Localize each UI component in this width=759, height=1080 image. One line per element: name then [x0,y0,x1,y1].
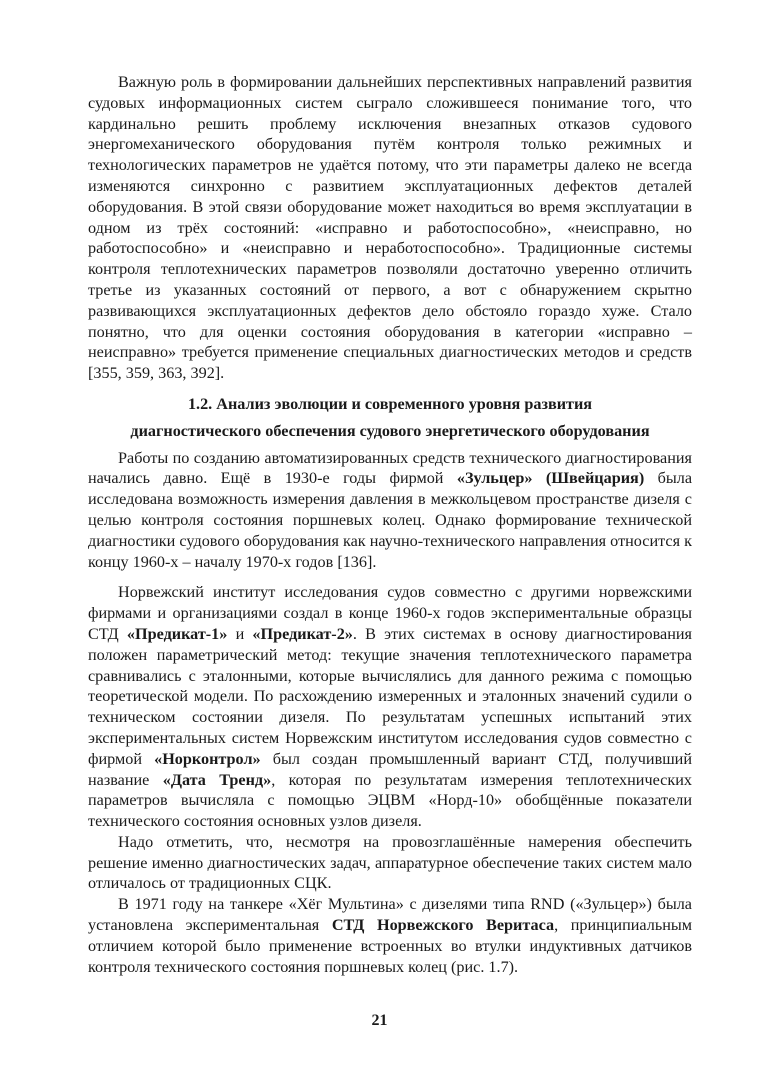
paragraph-2-text: была исследована возможность измерения давления в межкольцевом пространстве дизеля с целью контроля состояния поршневых колец. Однако формирование технической диагностики судового оборудования как научно-технического направления относится к концу 1960-х – началу 1970-х годов [136]. [88,469,693,571]
section-heading [88,394,692,442]
paragraph-3-bold: «Предикат-1» [126,624,228,643]
paragraph-3-text: Норвежский институт исследования судов совместно с другими норвежскими фирмами и организациями создал в конце 1960-х годов экспериментальные образцы СТД [88,583,692,643]
paragraph-5-text: В 1971 году на танкере «Хёг Мультина» с дизелями типа RND («Зульцер») была установлена экспериментальная [88,895,692,935]
paragraph-3-bold: «Норконтрол» [154,749,261,768]
page-number: 21 [371,1012,388,1029]
paragraph-2-text: Работы по созданию автоматизированных средств технического диагностирования начались давно. Ещё в 1930-е годы фирмой [88,448,692,488]
paragraph-3-text: и [227,624,253,643]
paragraph-3-text: . В этих системах в основу диагностирования положен параметрический метод: текущие значения теплотехнического параметра сравнивались с эталонными, которые вычислялись для данного режима с помощью теоретической модели. По расхождению измеренных и эталонных значений судили о техническом состоянии дизеля. По результатам успешных испытаний этих экспериментальных систем Норвежским институтом исследования судов совместно с фирмой [88,624,692,768]
page-body [88,72,692,977]
paragraph-1: Важную роль в формировании дальнейших перспективных направлений развития судовых информационных систем сыграло сложившееся понимание того, что кардинально решить проблему исключения внезапных отказов судового энергомеханического оборудования путём контроля только режимных и технологических параметров не удаётся потому, что эти параметры далеко не всегда изменяются синхронно с развитием эксплуатационных дефектов деталей оборудования. В этой связи оборудование может находиться во время эксплуатации в одном из трёх состояний: «исправно и работоспособно», «неисправно, но работоспособно» и «неисправно и неработоспособно». Традиционные системы контроля теплотехнических параметров позволяли достаточно уверенно отличить третье из указанных состояний от первого, а вот с обнаружением скрытно развивающихся эксплуатационных дефектов дело обстояло гораздо хуже. Стало понятно, что для оценки состояния оборудования в категории «исправно – неисправно» требуется применение специальных диагностических методов и средств [355, 359, 363, 392]. [88,73,692,383]
paragraph-5 [88,894,692,977]
section-heading-line-2: диагностического обеспечения судового энергетического оборудования [130,421,650,440]
paragraph-5-text: , принципиальным отличием которой было применение встроенных во втулки индуктивных датчиков контроля технического состояния поршневых колец (рис. 1.7). [88,916,692,976]
paragraph-2 [88,448,692,573]
paragraph-4: Надо отметить, что, несмотря на провозглашённые намерения обеспечить решение именно диагностических задач, аппаратурное обеспечение таких систем мало отличалось от традиционных СЦК. [88,832,692,893]
paragraph-3-text: , которая по результатам измерения теплотехнических параметров вычисляла с помощью ЭЦВМ «Норд-10» обобщённые показатели технического состояния основных узлов дизеля. [88,770,692,831]
paragraph-5-bold: СТД Норвежского Веритаса [331,916,555,935]
paragraph-3-text: был создан промышленный вариант СТД, получивший название [88,749,692,789]
section-heading-line-1: 1.2. Анализ эволюции и современного уровня развития [187,394,593,413]
paragraph-3-bold: «Дата Тренд» [162,770,272,789]
paragraph-2-bold: «Зульцер» (Швейцария) [456,469,645,488]
paragraph-3 [88,582,692,832]
paragraph-3-bold: «Предикат-2» [252,624,353,643]
